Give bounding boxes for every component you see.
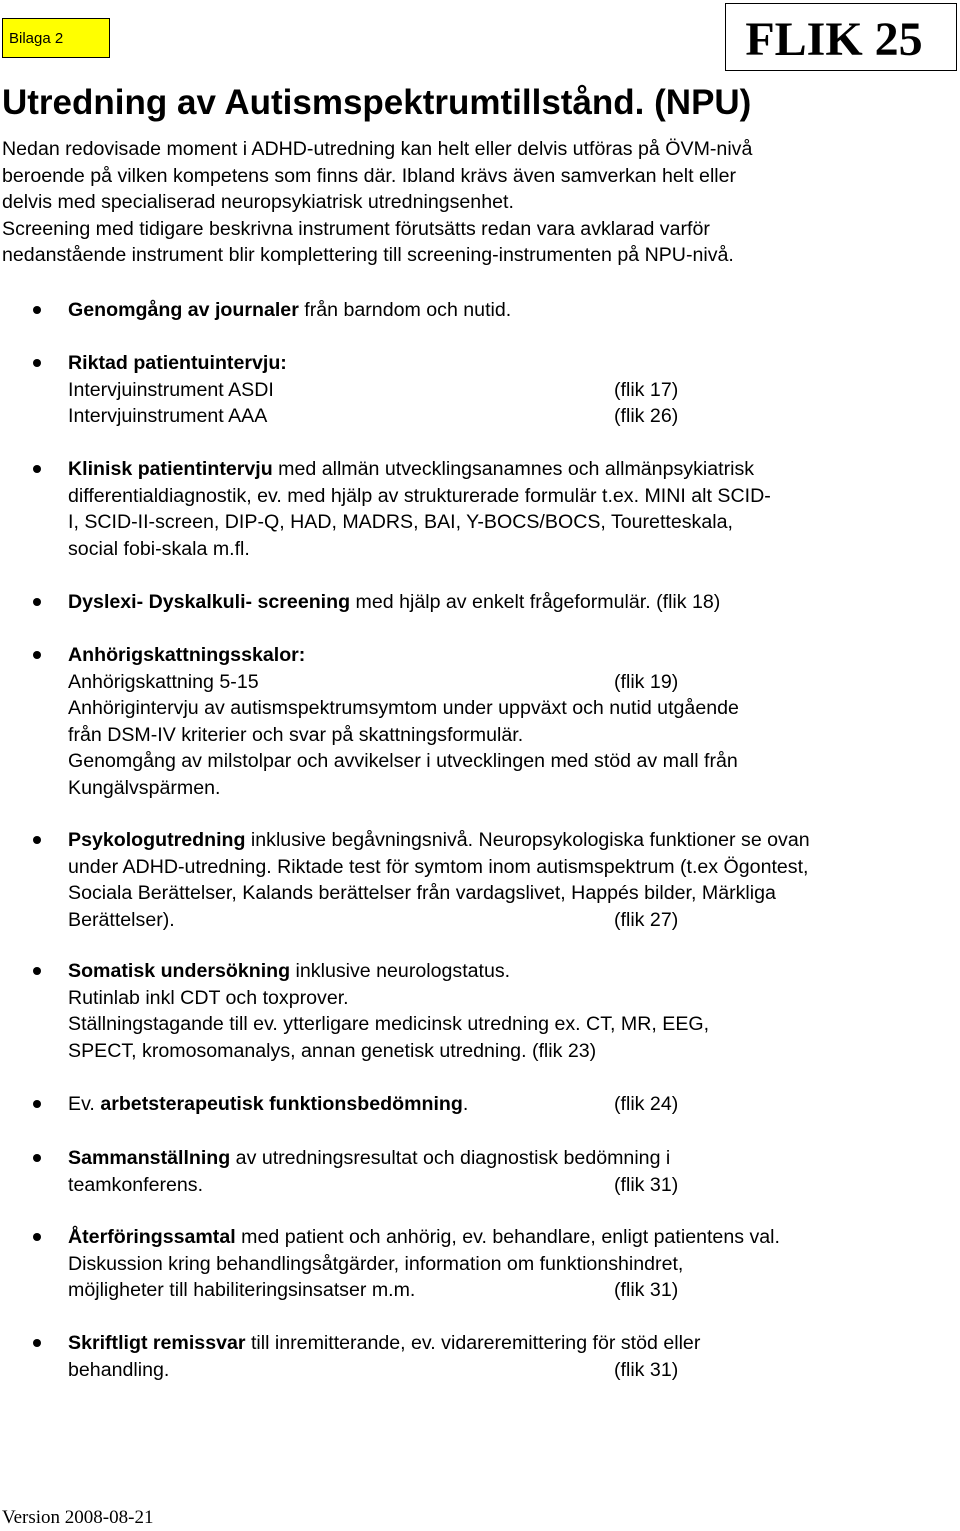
flik-reference: (flik 26): [614, 405, 679, 427]
item-heading: Psykologutredning: [68, 829, 246, 851]
list-item-dyslexi: [68, 589, 948, 616]
version-footer: Version 2008-08-21: [2, 1507, 154, 1528]
page-title: Utredning av Autismspektrumtillstånd. (NPU): [2, 83, 752, 122]
item-text: Ev.: [68, 1093, 101, 1115]
item-heading: Skriftligt remissvar: [68, 1332, 246, 1354]
item-heading: Klinisk patientintervju: [68, 458, 273, 480]
item-text: teamkonferens.: [68, 1173, 204, 1196]
intro-line: beroende på vilken kompetens som finns där. Ibland krävs även samverkan helt eller: [2, 164, 737, 187]
bullet-icon: [33, 306, 41, 314]
item-text: differentialdiagnostik, ev. med hjälp av strukturerade formulär t.ex. MINI alt SCID-: [68, 484, 771, 507]
item-text: Ställningstagande till ev. ytterligare medicinsk utredning ex. CT, MR, EEG,: [68, 1013, 710, 1035]
bullet-icon: [33, 1154, 41, 1162]
list-item-anhorig: [68, 642, 948, 801]
bullet-icon: [33, 651, 41, 659]
item-heading: Sammanställning: [68, 1147, 231, 1169]
item-text: från barndom och nutid.: [298, 299, 512, 321]
item-text: Berättelser).: [68, 908, 175, 931]
list-item-aterforing: [68, 1224, 948, 1304]
item-text: Genomgång av milstolpar och avvikelser i utvecklingen med stöd av mall från: [68, 750, 738, 772]
bullet-icon: [33, 1339, 41, 1347]
item-text: .: [462, 1093, 469, 1115]
bullet-icon: [33, 1233, 41, 1241]
bullet-icon: [33, 465, 41, 473]
item-text: Intervjuinstrument AAA: [68, 405, 268, 427]
item-text: social fobi-skala m.fl.: [68, 537, 250, 560]
item-text: Kungälvspärmen.: [68, 776, 221, 799]
item-text: Sociala Berättelser, Kalands berättelser från vardagslivet, Happés bilder, Märkliga: [68, 882, 776, 904]
flik-reference: (flik 31): [614, 1279, 679, 1301]
flik-reference: (flik 24): [614, 1093, 679, 1115]
list-item-psykolog: [68, 827, 948, 933]
flik-reference: (flik 27): [614, 908, 679, 931]
item-text: med allmän utvecklingsanamnes och allmänpsykiatrisk: [272, 458, 755, 480]
bullet-icon: [33, 359, 41, 367]
flik-tab-label: FLIK 25: [725, 3, 957, 71]
item-heading: Anhörigskattningsskalor:: [68, 644, 306, 666]
intro-line: Nedan redovisade moment i ADHD-utredning kan helt eller delvis utföras på ÖVM-nivå: [2, 138, 753, 160]
item-text: från DSM-IV kriterier och svar på skattningsformulär.: [68, 723, 524, 746]
list-item-riktad: [68, 350, 948, 430]
intro-line: nedanstående instrument blir komplettering till screening-instrumenten på NPU-nivå.: [2, 244, 734, 266]
intro-paragraph: [2, 136, 942, 269]
item-text: Intervjuinstrument ASDI: [68, 378, 274, 401]
item-text: behandling.: [68, 1358, 170, 1381]
bullet-icon: [33, 1100, 41, 1108]
bullet-icon: [33, 836, 41, 844]
intro-line: Screening med tidigare beskrivna instrument förutsätts redan vara avklarad varför: [2, 217, 710, 240]
item-text: under ADHD-utredning. Riktade test för symtom inom autismspektrum (t.ex Ögontest,: [68, 855, 809, 878]
item-text: av utredningsresultat och diagnostisk bedömning i: [230, 1147, 671, 1169]
item-text: inklusive neurologstatus.: [290, 960, 511, 982]
bilaga-label-box: [2, 18, 110, 58]
list-item-remissvar: [68, 1330, 948, 1383]
item-text: Anhörigskattning 5-15: [68, 670, 259, 693]
flik-reference: (flik 31): [614, 1358, 679, 1381]
item-heading: Återföringssamtal: [68, 1226, 236, 1248]
intro-line: delvis med specialiserad neuropsykiatrisk utredningsenhet.: [2, 191, 514, 213]
item-text: Anhörigintervju av autismspektrumsymtom under uppväxt och nutid utgående: [68, 697, 739, 719]
item-heading: Genomgång av journaler: [68, 299, 299, 321]
flik-reference: (flik 31): [614, 1173, 679, 1196]
item-text: SPECT, kromosomanalys, annan genetisk utredning. (flik 23): [68, 1039, 597, 1062]
item-text: möjligheter till habiliteringsinsatser m.m.: [68, 1279, 416, 1301]
bilaga-label: Bilaga 2: [9, 30, 64, 47]
list-item-klinisk: [68, 456, 948, 562]
bullet-icon: [33, 598, 41, 606]
item-text: Rutinlab inkl CDT och toxprover.: [68, 986, 349, 1009]
item-heading: Riktad patientuintervju:: [68, 352, 287, 374]
flik-reference: (flik 17): [614, 378, 679, 401]
flik-reference: (flik 19): [614, 670, 679, 693]
item-heading: Dyslexi- Dyskalkuli- screening: [68, 591, 351, 613]
list-item-journaler: [68, 297, 948, 324]
item-text: till inremitterande, ev. vidareremittering för stöd eller: [245, 1332, 701, 1354]
item-text: Diskussion kring behandlingsåtgärder, information om funktionshindret,: [68, 1252, 684, 1275]
item-text: I, SCID-II-screen, DIP-Q, HAD, MADRS, BAI, Y-BOCS/BOCS, Touretteskala,: [68, 511, 733, 533]
item-heading: arbetsterapeutisk funktionsbedömning: [100, 1093, 463, 1115]
item-text: med patient och anhörig, ev. behandlare, enligt patientens val.: [235, 1226, 780, 1248]
item-text: inklusive begåvningsnivå. Neuropsykologiska funktioner se ovan: [245, 829, 810, 851]
item-text: med hjälp av enkelt frågeformulär. (flik 18): [350, 591, 721, 613]
list-item-arbetsterapi: [68, 1091, 948, 1118]
item-heading: Somatisk undersökning: [68, 960, 291, 982]
list-item-somatisk: [68, 958, 948, 1064]
bullet-icon: [33, 967, 41, 975]
list-item-sammanstallning: [68, 1145, 948, 1198]
